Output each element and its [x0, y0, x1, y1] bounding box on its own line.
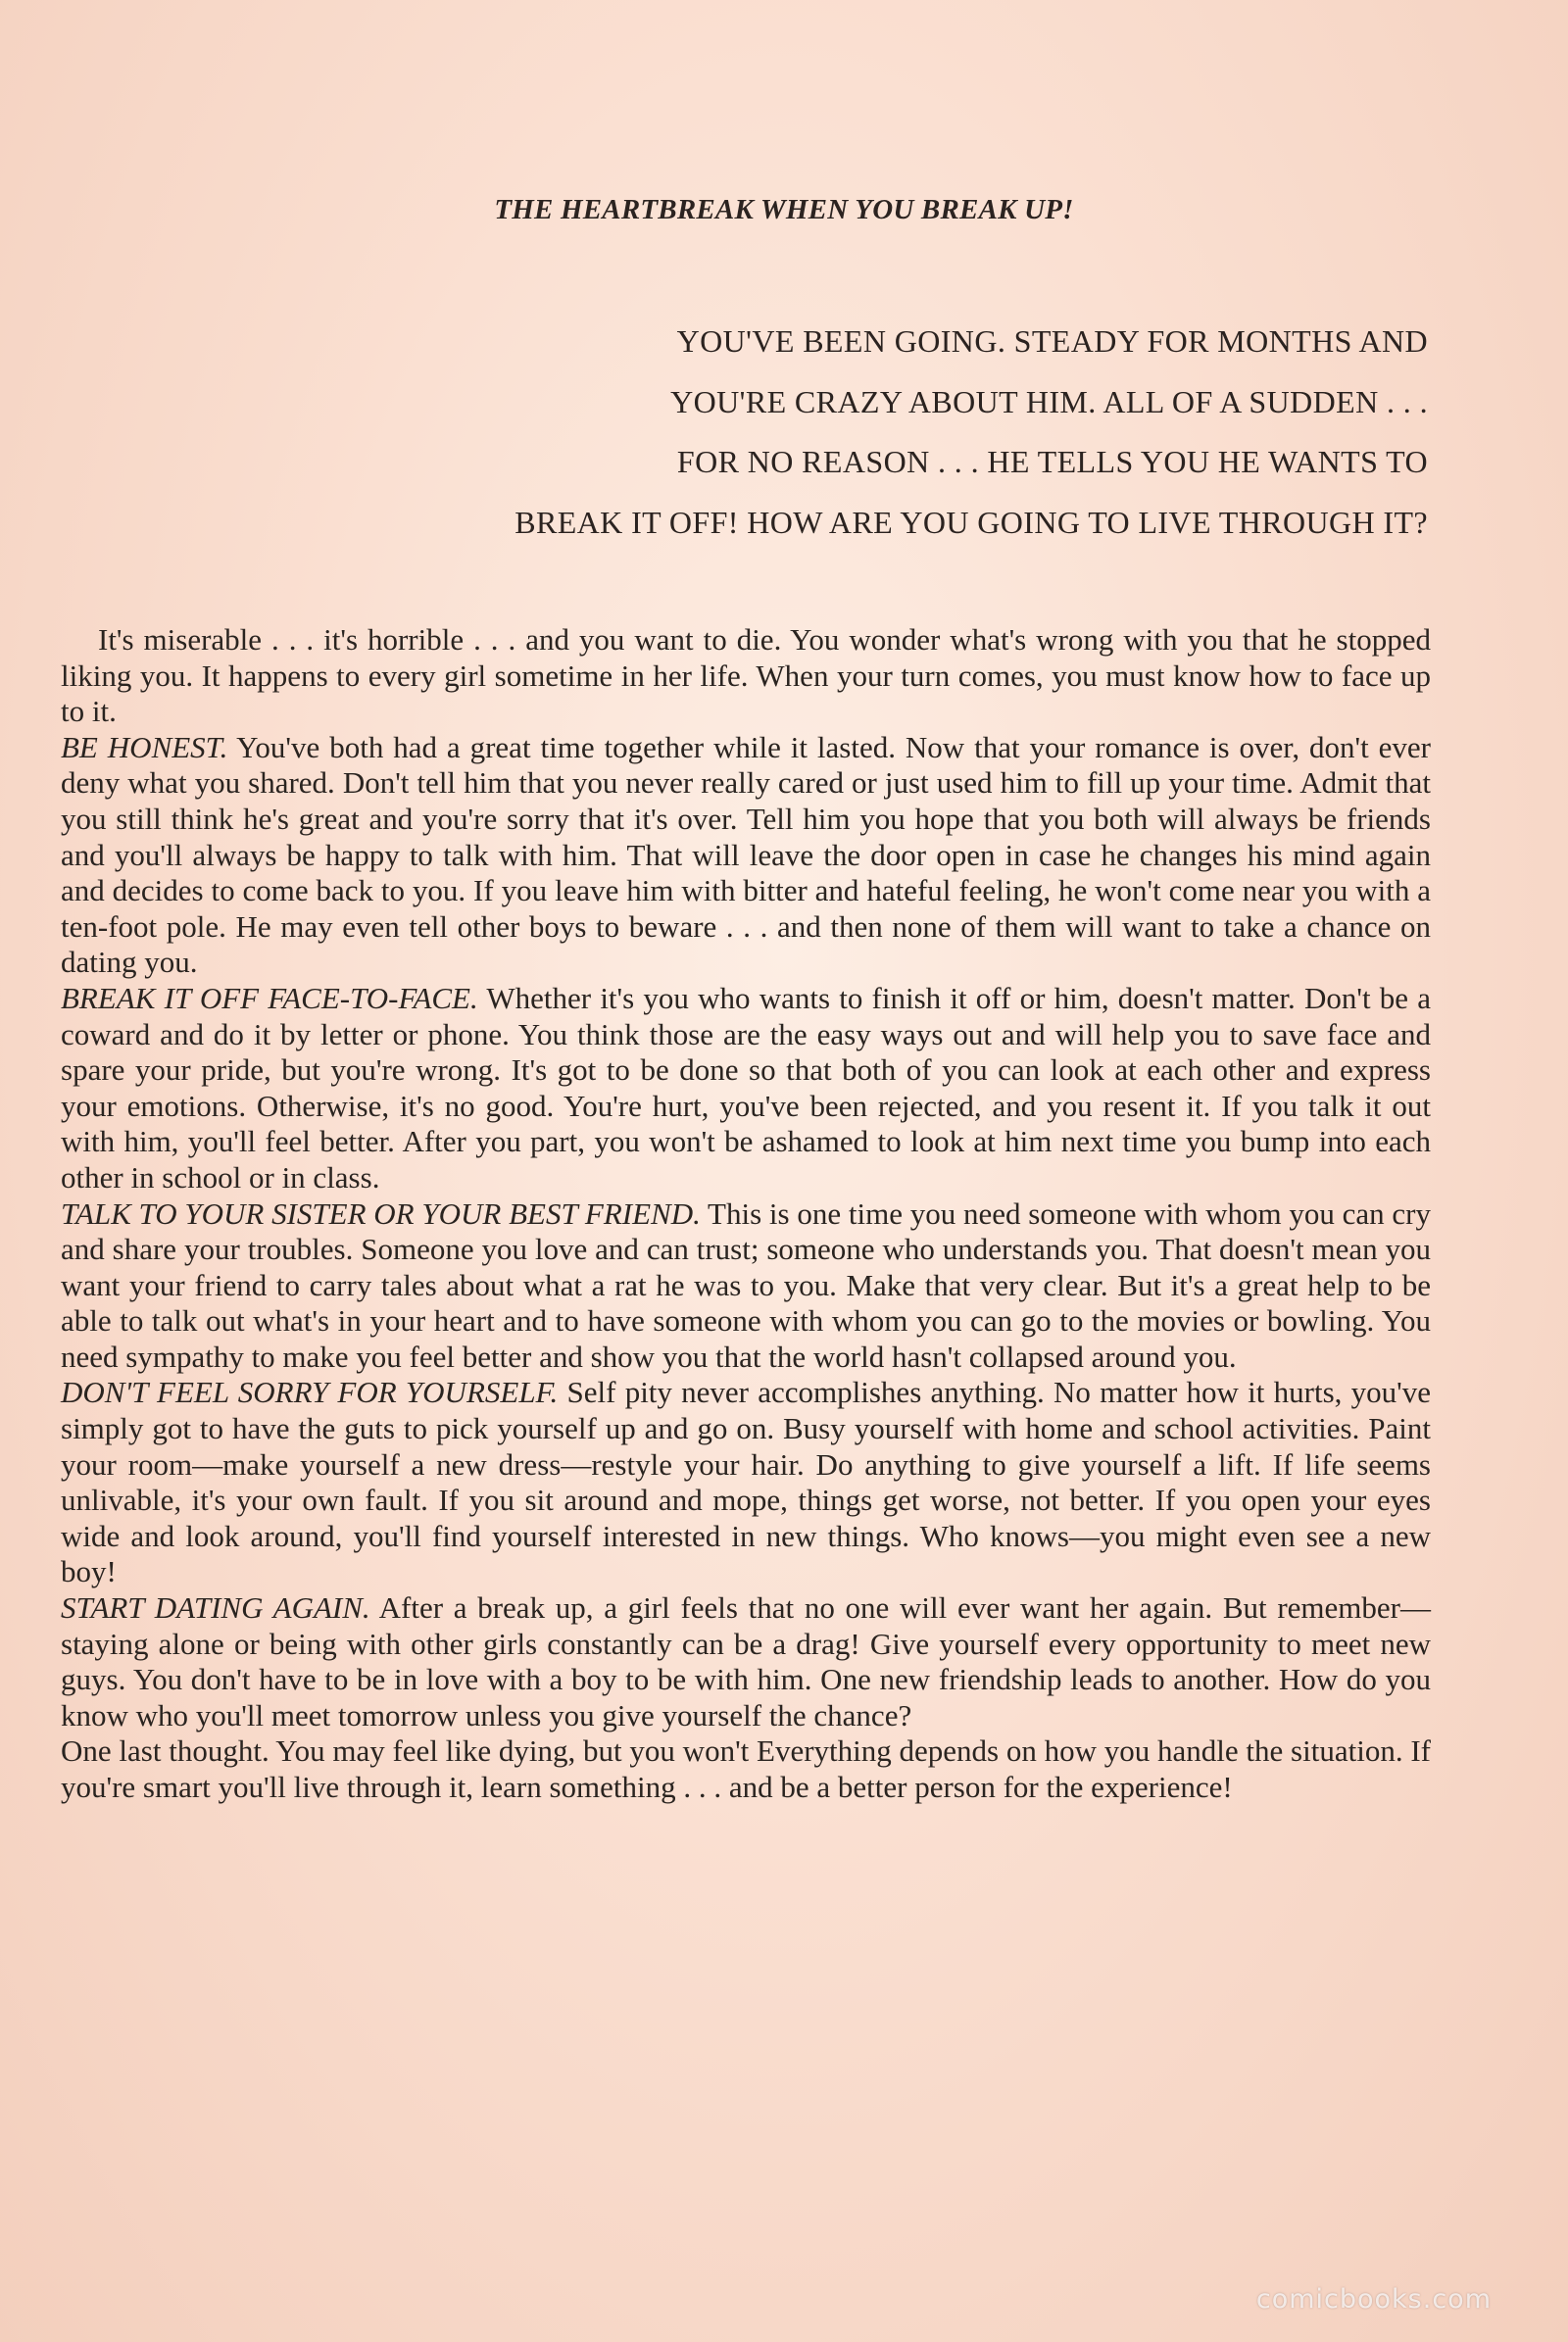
intro-line: YOU'RE CRAZY ABOUT HIM. ALL OF A SUDDEN . . . — [670, 383, 1428, 419]
intro-line: YOU'VE BEEN GOING. STEADY FOR MONTHS AND — [676, 323, 1428, 359]
paragraph-text: Self pity never accomplishes anything. No matter how it hurts, you've simply got to have the guts to pick yourself up and go on. Busy yourself with home and school activities. Paint your room—make yourself a new dress—restyle your hair. Do anything to give yourself a lift. If life seems unlivable, it's your own fault. If you sit around and mope, things get worse, not better. If you open your eyes wide and look around, you'll find yourself interested in new things. Who knows—you might even see a new boy! — [61, 1375, 1431, 1589]
paragraph-text: One last thought. You may feel like dying, but you won't Everything depends on how you handle the situation. If you're smart you'll live through it, learn something . . . and be a better person for the experience! — [61, 1733, 1431, 1804]
paragraph-dont-feel-sorry — [61, 1375, 1431, 1590]
site-watermark: comicbooks.com — [1255, 2284, 1492, 2315]
paragraph-lead: START DATING AGAIN. — [61, 1590, 370, 1626]
paragraph-opening — [61, 622, 1431, 730]
paragraph-lead: TALK TO YOUR SISTER OR YOUR BEST FRIEND. — [61, 1195, 701, 1231]
paragraph-text: This is one time you need someone with whom you can cry and share your troubles. Someone you love and can trust; someone who understands you. That doesn't mean you want your friend to carry tales about what a rat he was to you. Make that very clear. But it's a great help to be able to talk out what's in your heart and to have someone with whom you can go to the movies or bowling. You need sympathy to make you feel better and show you that the world hasn't collapsed around you. — [61, 1195, 1432, 1374]
intro-line: BREAK IT OFF! HOW ARE YOU GOING TO LIVE THROUGH IT? — [514, 504, 1428, 540]
paragraph-text: Whether it's you who wants to finish it off or him, doesn't matter. Don't be a coward and do it by letter or phone. You think those are the easy ways out and will help you to save face and spare your pride, but you're wrong. It's got to be done so that both of you can look at each other and express your emotions. Otherwise, it's no good. You're hurt, you've been rejected, and you resent it. If you talk it out with him, you'll feel better. After you part, you won't be ashamed to look at him next time you bump into each other in school or in class. — [61, 980, 1431, 1195]
paragraph-talk-to-sister — [61, 1196, 1431, 1376]
paragraph-text: After a break up, a girl feels that no one will ever want her again. But remember—staying alone or being with other girls constantly can be a drag! Give yourself every opportunity to meet new guys. You don't have to be in love with a boy to be with him. One new friendship leads to another. How do you know who you'll meet tomorrow unless you give yourself the chance? — [61, 1590, 1431, 1732]
article-body — [61, 622, 1431, 1806]
article-title: THE HEARTBREAK WHEN YOU BREAK UP! — [494, 194, 1074, 225]
paragraph-start-dating — [61, 1590, 1431, 1733]
paragraph-face-to-face — [61, 981, 1431, 1196]
paragraph-closing — [61, 1733, 1431, 1805]
paragraph-text: You've both had a great time together while it lasted. Now that your romance is over, don't ever deny what you shared. Don't tell him that you never really cared or just used him to fill up your time. Admit that you still think he's great and you're sorry that it's over. Tell him you hope that you both will always be friends and you'll always be happy to talk with him. That will leave the door open in case he changes his mind again and decides to come back to you. If you leave him with bitter and hateful feeling, he won't come near you with a ten-foot pole. He may even tell other boys to beware . . . and then none of them will want to take a chance on dating you. — [61, 729, 1431, 980]
intro-block — [154, 312, 1428, 553]
paragraph-text: It's miserable . . . it's horrible . . . and you want to die. You wonder what's wrong with you that he stopped liking you. It happens to every girl sometime in her life. When your turn comes, you must know how to face up to it. — [61, 622, 1431, 729]
intro-line: FOR NO REASON . . . HE TELLS YOU HE WANTS TO — [676, 444, 1428, 479]
paragraph-be-honest — [61, 730, 1431, 981]
paragraph-lead: DON'T FEEL SORRY FOR YOURSELF. — [61, 1375, 559, 1410]
paragraph-lead: BREAK IT OFF FACE-TO-FACE. — [61, 980, 478, 1015]
paragraph-lead: BE HONEST. — [61, 729, 228, 764]
